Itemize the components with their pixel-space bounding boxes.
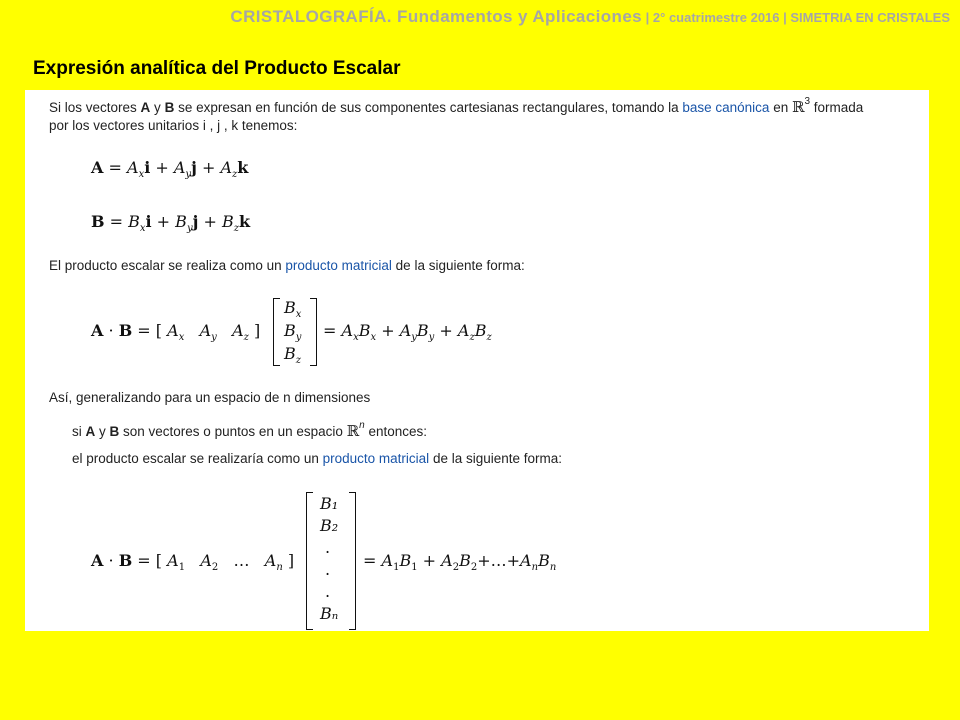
intro-text: formada	[810, 100, 864, 115]
body-text: de la siguiente forma:	[391, 258, 525, 273]
right-bracket	[310, 298, 317, 366]
base-canonica-link[interactable]: base canónica	[682, 100, 770, 115]
right-bracket	[349, 492, 356, 630]
matrix-cell: $B_x$	[284, 298, 302, 321]
intro-line-1	[49, 96, 863, 116]
producto-matricial-link-2[interactable]: producto matricial	[322, 451, 430, 466]
body-text: El producto escalar se realiza como un	[49, 258, 286, 273]
intro-text: se expresan en función de sus componentes cartesianas rectangulares, tomando la	[174, 100, 683, 115]
content-panel	[25, 90, 929, 631]
matrix-cell: B₁	[320, 494, 339, 513]
matrix-cell: .	[325, 582, 331, 601]
vector-a-label: A	[140, 100, 151, 115]
real-space-symbol: ℝ	[791, 98, 805, 116]
course-title: CRISTALOGRAFÍA. Fundamentos y Aplicaciones	[230, 7, 643, 26]
body-text: entonces:	[364, 424, 427, 439]
equation-dot-product-3d: A · B = [ $A_x$ $A_y$ $A_z$ ]	[91, 321, 261, 344]
body-text: de la siguiente forma:	[429, 451, 563, 466]
matrix-cell: Bₙ	[320, 604, 339, 623]
equation-dot-product-nd: A · B = [ $A_1$ $A_2$ … $A_n$ ]	[91, 551, 295, 574]
vector-b-label: B	[164, 100, 175, 115]
column-vector-b-3d	[273, 298, 317, 366]
matrix-cell: .	[325, 560, 331, 579]
n-matrix-product-line	[72, 451, 562, 466]
intro-text: y	[150, 100, 165, 115]
equation-dot-product-nd-result: = $A_1B_1$ + $A_2B_2+\dots+A_nB_n$	[363, 551, 557, 574]
matrix-cell: .	[325, 538, 331, 557]
body-text: el producto escalar se realizaría como un	[72, 451, 323, 466]
generalization-line: Así, generalizando para un espacio de n dimensiones	[49, 390, 371, 405]
column-vector-b-nd	[306, 492, 356, 630]
intro-line-2: por los vectores unitarios i , j , k tenemos:	[49, 118, 298, 133]
matrix-cell: $B_y$	[284, 321, 302, 344]
producto-matricial-link[interactable]: producto matricial	[285, 258, 392, 273]
vector-b-label: B	[109, 424, 120, 439]
space-dimension: 3	[804, 96, 811, 107]
left-bracket	[273, 298, 280, 366]
equation-vector-b: $B = B_xi + B_yj + B_zk$	[91, 212, 251, 235]
equation-dot-product-3d-result: = $A_xB_x + A_yB_y + A_zB_z$	[323, 321, 492, 344]
matrix-cell: B₂	[320, 516, 339, 535]
body-text: son vectores o puntos en un espacio	[119, 424, 347, 439]
intro-text: en	[769, 100, 792, 115]
vector-a-label: A	[85, 424, 96, 439]
n-space-line	[72, 420, 427, 440]
real-space-symbol: ℝ	[346, 422, 360, 440]
slide-header	[230, 7, 950, 27]
intro-text: Si los vectores	[49, 100, 141, 115]
matrix-cell: $B_z$	[284, 344, 302, 367]
equation-vector-a: $A = A_xi + A_yj + A_zk$	[91, 158, 249, 181]
left-bracket	[306, 492, 313, 630]
body-text: si	[72, 424, 86, 439]
space-dimension: n	[359, 420, 365, 431]
course-subtitle: | 2° cuatrimestre 2016 | SIMETRIA EN CRISTALES	[642, 10, 950, 25]
body-text: y	[95, 424, 110, 439]
matrix-product-line	[49, 258, 525, 273]
slide-title: Expresión analítica del Producto Escalar	[33, 58, 401, 79]
